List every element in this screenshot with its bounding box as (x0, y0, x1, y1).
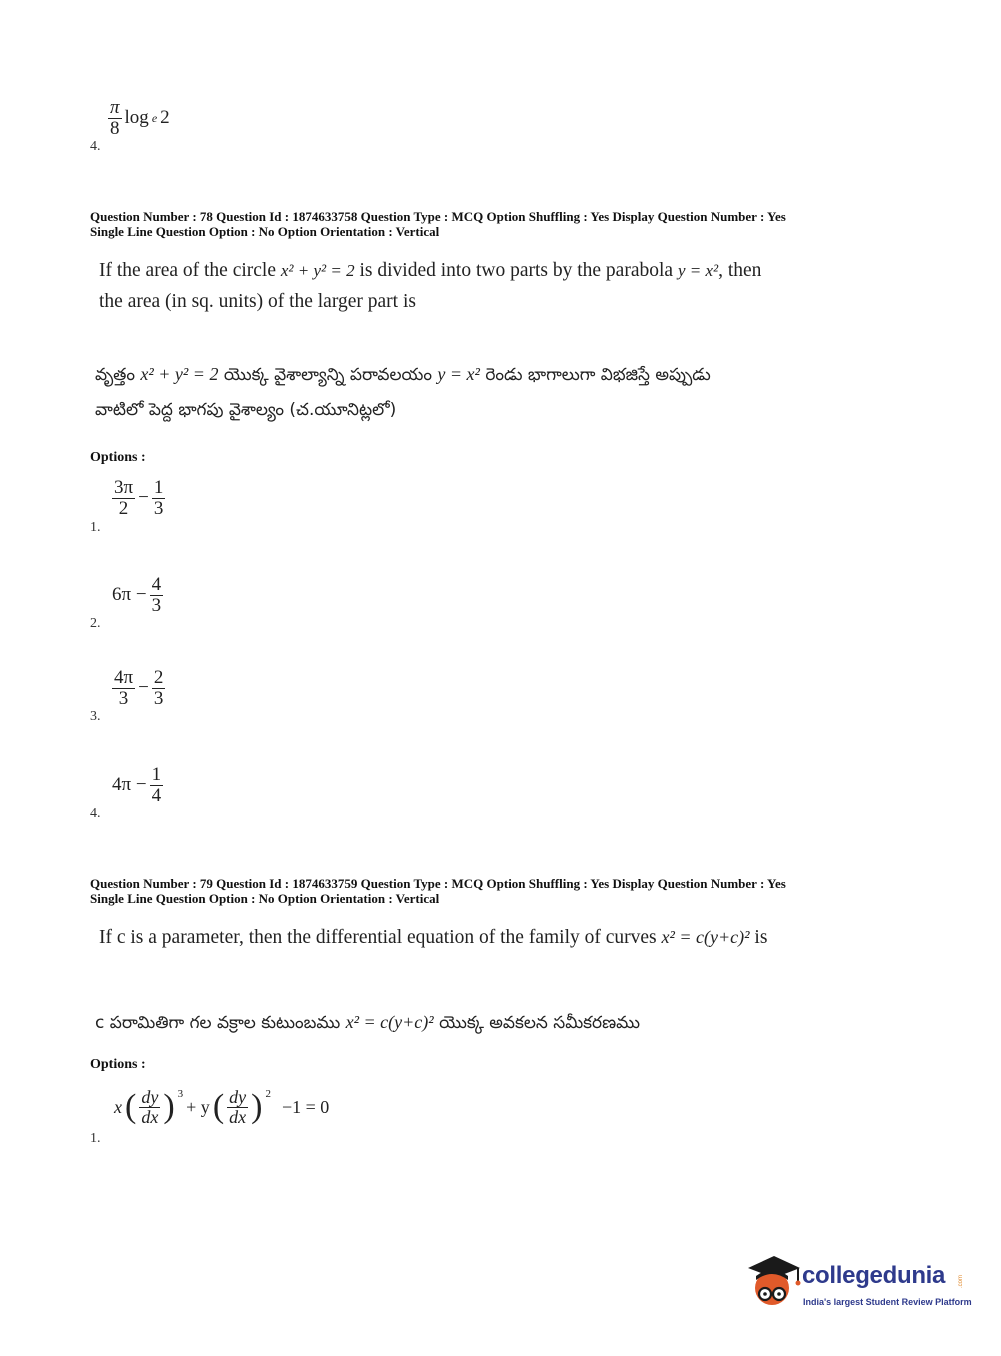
q78-english-line1 (99, 255, 761, 286)
q79-opt1-tail: −1 = 0 (281, 1096, 330, 1117)
q79-en-text-a: If c is a parameter, then the differential equation of the family of curves (99, 927, 662, 948)
q79-opt1-power-1: 3 (177, 1088, 184, 1100)
prev-option-log-base: e (151, 110, 158, 125)
q78-en-circle-eq: x² + y² = 2 (280, 261, 355, 280)
q79-option-1-math[interactable] (114, 1088, 329, 1127)
q78-opt1-a-den: 2 (118, 497, 129, 519)
q78-meta-line2: Single Line Question Option : No Option Orientation : Vertical (90, 224, 440, 239)
q79-opt1-plus-y: + y (186, 1096, 210, 1117)
q78-en-text-b: is divided into two parts by the parabola (354, 260, 678, 281)
q78-telugu-line1 (95, 357, 711, 392)
prev-option-log: log (124, 107, 149, 129)
q78-te-text-b: యొక్క వైశాల్యాన్ని పరావలయం (218, 365, 438, 385)
collegedunia-logo-com: .com (958, 1275, 964, 1289)
q78-te-text-c: రెండు భాగాలుగా విభజిస్తే అప్పుడు (479, 365, 711, 385)
q78-opt2-b-num: 4 (151, 574, 162, 595)
prev-option-tail: 2 (160, 107, 170, 129)
q78-option-3-math[interactable] (112, 668, 165, 709)
q78-en-parabola-eq: y = x² (677, 261, 719, 280)
q78-opt4-b-den: 4 (151, 784, 162, 806)
q78-opt2-b-den: 3 (151, 594, 162, 616)
q78-english-line2: the area (in sq. units) of the larger part is (99, 291, 416, 312)
q79-en-text-b: is (749, 927, 768, 948)
q79-te-curve-eq: x² = c(y+c)² (345, 1012, 434, 1032)
q79-en-curve-eq: x² = c(y+c)² (661, 927, 750, 947)
q78-opt1-a-num: 3π (114, 477, 134, 498)
q78-opt1-b-den: 3 (153, 497, 164, 519)
q78-option-4-math[interactable] (112, 765, 163, 806)
q78-options-label: Options : (90, 450, 146, 465)
q78-opt1-b-num: 1 (153, 477, 164, 498)
collegedunia-mascot-icon (742, 1250, 802, 1310)
q78-opt3-a-num: 4π (114, 667, 134, 688)
q78-opt3-b-den: 3 (153, 687, 164, 709)
q79-meta-line2: Single Line Question Option : No Option Orientation : Vertical (90, 891, 440, 906)
collegedunia-logo-text: collegedunia (802, 1262, 946, 1289)
q78-opt3-op: − (138, 677, 149, 699)
prev-option-numerator: π (110, 97, 120, 118)
q78-telugu-line2: వాటిలో పెద్ద భాగపు వైశాల్యం (చ.యూనిట్లలో) (95, 400, 397, 420)
q79-english-line (99, 922, 767, 953)
q78-option-2-math[interactable] (112, 575, 163, 616)
q78-option-4-number: 4. (90, 806, 101, 821)
q78-en-text-c: , then (718, 260, 762, 281)
q78-option-1-math[interactable] (112, 478, 165, 519)
q79-opt1-dx-2: dx (229, 1106, 247, 1127)
q78-option-3-number: 3. (90, 709, 101, 724)
q79-opt1-dy-1: dy (141, 1087, 159, 1107)
q78-te-parabola-eq: y = x² (437, 364, 480, 384)
prev-option-4-math (108, 98, 170, 139)
q79-opt1-dx-1: dx (141, 1106, 159, 1127)
q78-opt3-a-den: 3 (118, 687, 129, 709)
q78-en-text-a: If the area of the circle (99, 260, 281, 281)
q79-opt1-dy-2: dy (229, 1087, 247, 1107)
q79-meta-line1: Question Number : 79 Question Id : 1874633759 Question Type : MCQ Option Shuffling : Yes Display Question Number : Yes (90, 876, 786, 891)
q78-option-2-number: 2. (90, 616, 101, 631)
q78-opt4-b-num: 1 (151, 764, 162, 785)
q78-meta-line1: Question Number : 78 Question Id : 1874633758 Question Type : MCQ Option Shuffling : Yes Display Question Number : Yes (90, 209, 786, 224)
q79-opt1-power-2: 2 (265, 1088, 271, 1100)
q79-opt1-paren-open: ( (125, 1088, 137, 1126)
q79-opt1-paren-open-2: ( (212, 1088, 225, 1126)
q79-option-1-number: 1. (90, 1131, 101, 1146)
prev-option-number: 4. (90, 139, 101, 154)
collegedunia-tagline: India's largest Student Review Platform (803, 1297, 972, 1307)
q78-te-text-a: వృత్తం (95, 365, 141, 385)
q78-te-circle-eq: x² + y² = 2 (140, 364, 219, 384)
q78-opt1-op: − (138, 487, 149, 509)
prev-option-denominator: 8 (110, 117, 120, 139)
q78-opt3-b-num: 2 (153, 667, 164, 688)
q79-opt1-paren-close-2: ) (251, 1088, 263, 1126)
q79-te-text-b: యొక్క అవకలన సమీకరణము (433, 1013, 641, 1033)
q79-opt1-paren-close: ) (163, 1088, 175, 1126)
q79-options-label: Options : (90, 1057, 146, 1072)
q78-option-1-number: 1. (90, 520, 101, 535)
q79-te-text-a: c పరామితిగా గల వక్రాల కుటుంబము (95, 1013, 346, 1033)
q79-telugu-line (95, 1005, 640, 1040)
q78-opt2-lead: 6π − (112, 584, 147, 606)
q79-opt1-x: x (114, 1096, 122, 1117)
q78-opt4-lead: 4π − (112, 774, 147, 796)
